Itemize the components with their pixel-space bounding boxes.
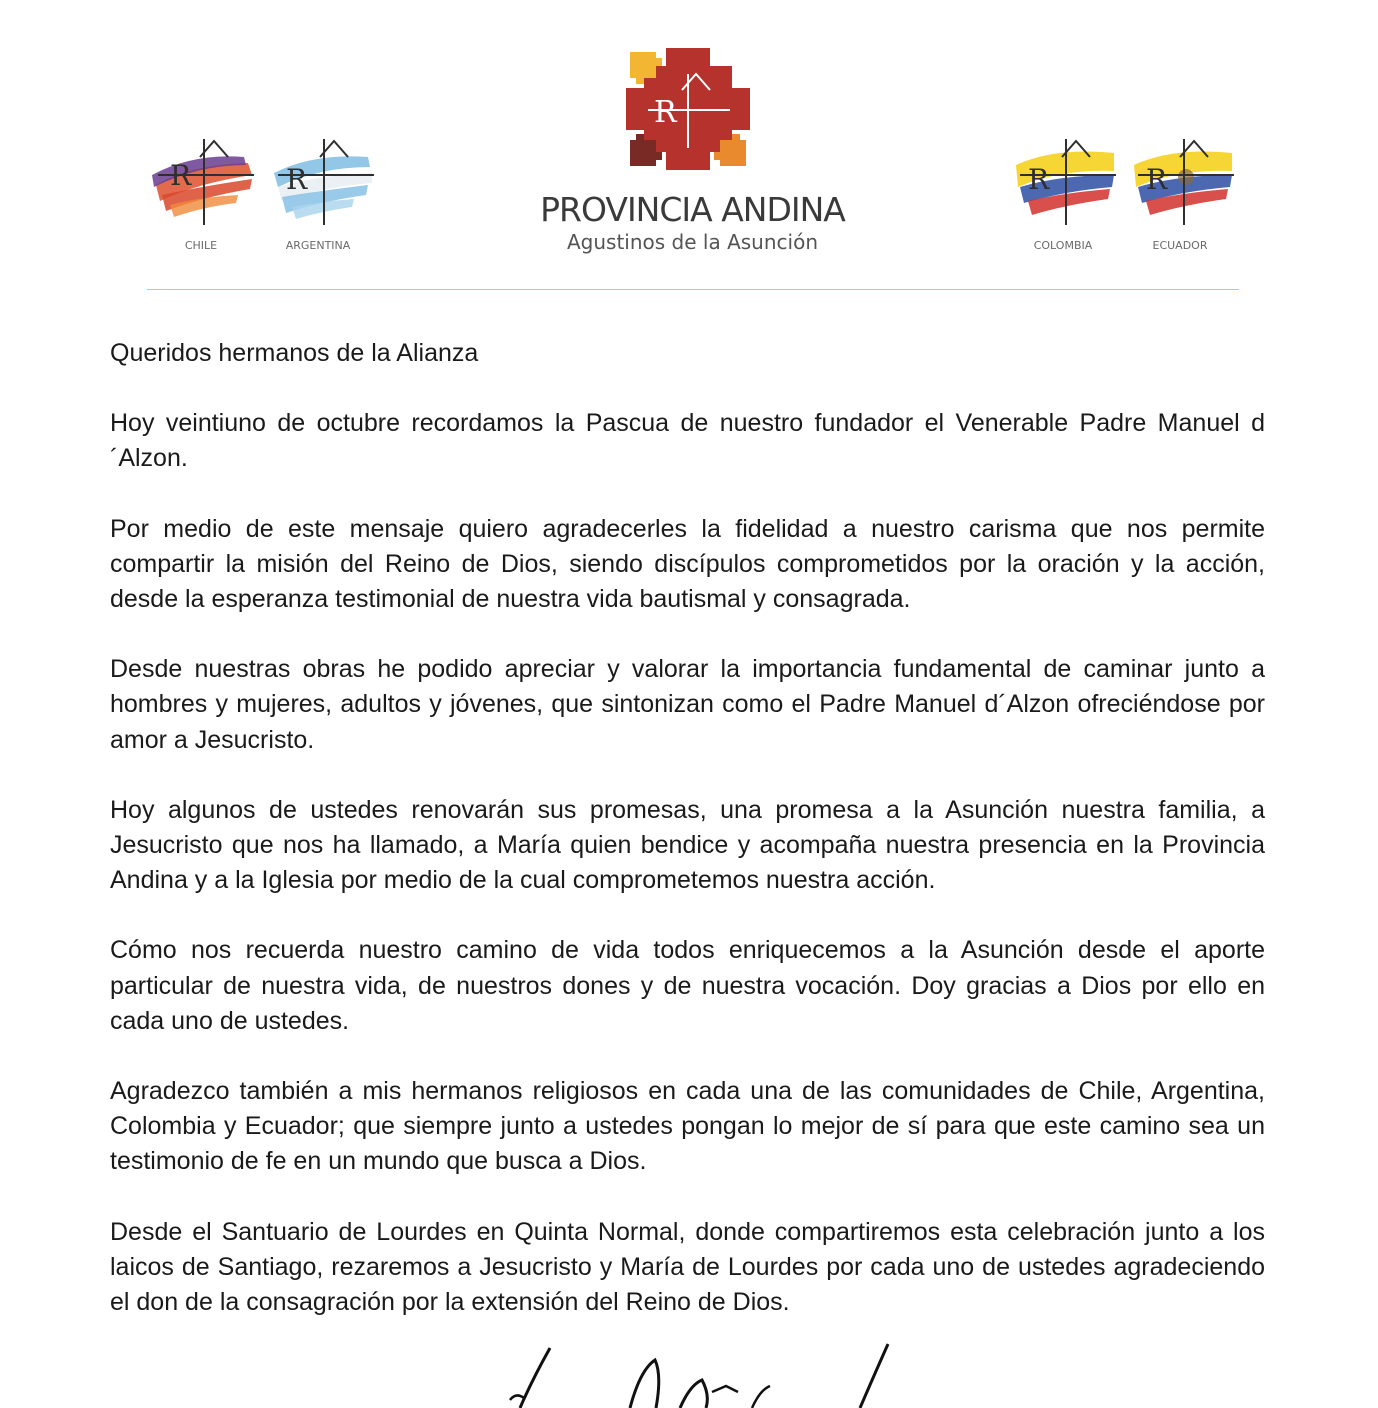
- svg-text:R: R: [1028, 163, 1050, 196]
- country-label-chile: CHILE: [184, 239, 218, 252]
- provincia-andina-cross-logo: [626, 48, 750, 170]
- country-label-argentina: ARGENTINA: [285, 239, 351, 252]
- svg-text:R: R: [286, 163, 308, 196]
- svg-text:R: R: [1146, 163, 1168, 196]
- letter-paragraph: Agradezco también a mis hermanos religiosos en cada una de las comunidades de Chile, Argentina, Colombia y Ecuador; que siempre junto a ustedes pongan lo mejor de sí para que este camino sea un testimonio de fe en un mundo que busca a Dios.: [110, 1077, 1265, 1176]
- colombia-logo: [1010, 135, 1122, 230]
- handwritten-signature: [480, 1340, 950, 1408]
- letterhead: [0, 0, 1378, 300]
- svg-text:R: R: [170, 159, 192, 192]
- header-divider: [147, 289, 1239, 290]
- country-label-colombia: COLOMBIA: [1033, 239, 1093, 252]
- letter-paragraph: Hoy veintiuno de octubre recordamos la Pascua de nuestro fundador el Venerable Padre Manuel d´Alzon.: [110, 409, 1265, 473]
- brand-title: PROVINCIA ANDINA: [540, 190, 845, 229]
- brand-subtitle: Agustinos de la Asunción: [566, 230, 818, 254]
- argentina-logo: [268, 135, 380, 230]
- ecuador-logo: [1128, 135, 1240, 230]
- svg-text:R: R: [654, 95, 677, 130]
- letter-paragraph: Por medio de este mensaje quiero agradecerles la fidelidad a nuestro carisma que nos permite compartir la misión del Reino de Dios, siendo discípulos comprometidos por la oración y la acción, desde la esperanza testimonial de nuestra vida bautismal y consagrada.: [110, 514, 1265, 614]
- letter-paragraph: Hoy algunos de ustedes renovarán sus promesas, una promesa a la Asunción nuestra familia, a Jesucristo que nos ha llamado, a María quien bendice y acompaña nuestra presencia en la Provincia Andina y a la Iglesia por medio de la cual comprometemos nuestra acción.: [110, 795, 1265, 895]
- country-label-ecuador: ECUADOR: [1152, 239, 1208, 252]
- chile-logo: [148, 135, 260, 230]
- letter-paragraph: Desde nuestras obras he podido apreciar y valorar la importancia fundamental de caminar junto a hombres y mujeres, adultos y jóvenes, que sintonizan como el Padre Manuel d´Alzon ofreciéndose por amor a Jesucristo.: [110, 655, 1265, 754]
- letter-paragraph: Cómo nos recuerda nuestro camino de vida todos enriquecemos a la Asunción desde el aporte particular de nuestra vida, de nuestros dones y de nuestra vocación. Doy gracias a Dios por ello en cada uno de ustedes.: [110, 936, 1265, 1035]
- letter-greeting: Queridos hermanos de la Alianza: [110, 339, 479, 367]
- letter-body: [110, 336, 1265, 1355]
- letter-paragraph: Desde el Santuario de Lourdes en Quinta Normal, donde compartiremos esta celebración junto a los laicos de Santiago, rezaremos a Jesucristo y María de Lourdes por cada uno de ustedes agradeciendo el don de la consagración por la extensión del Reino de Dios.: [110, 1217, 1265, 1317]
